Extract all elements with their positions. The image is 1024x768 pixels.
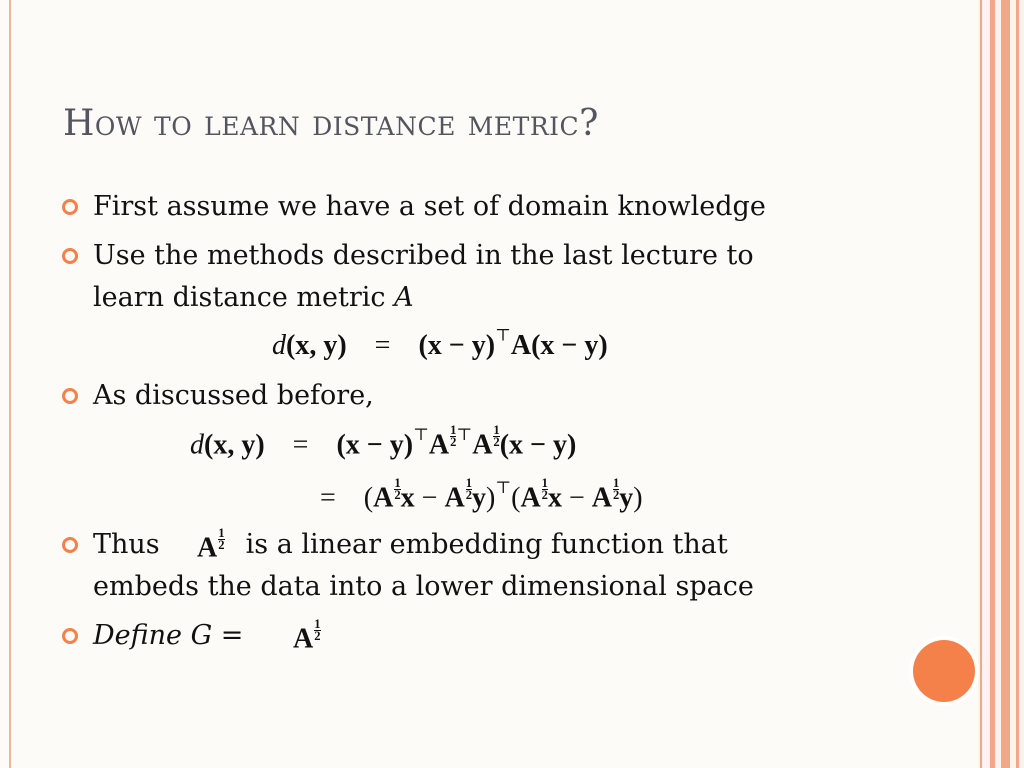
matrix-symbol: A — [197, 532, 218, 564]
bullet-line: learn distance metric — [93, 282, 395, 313]
decor-stripe — [1001, 0, 1010, 768]
slide-title: How to learn distance metric? — [63, 103, 599, 144]
decor-stripe — [1016, 0, 1019, 768]
equation-expansion-1: d(x, y) = (x − y)⊤A $\frac{1}{2}$ ⊤A $\frac{1}{2}$ (x − y) — [190, 423, 577, 461]
half-exponent: $\frac{1}{2}$ — [465, 476, 472, 503]
matrix-symbol: A — [591, 482, 612, 514]
bullet-line: embeds the data into a lower dimensional space — [93, 571, 754, 602]
half-exponent: $\frac{1}{2}$ — [613, 476, 620, 503]
matrix-symbol: A — [373, 482, 394, 514]
matrix-symbol: A — [428, 429, 450, 461]
half-exponent: $\frac{1}{2}$ — [450, 423, 457, 450]
matrix-half-power — [293, 619, 321, 655]
half-exponent: $\frac{1}{2}$ — [541, 476, 548, 503]
half-exponent: $\frac{1}{2}$ — [218, 526, 225, 553]
matrix-symbol: A — [472, 429, 493, 461]
half-exponent: $\frac{1}{2}$ — [394, 476, 401, 503]
math-equals: = — [320, 482, 336, 514]
matrix-symbol: A — [293, 623, 314, 655]
equation-distance — [272, 325, 608, 362]
bullet-text — [93, 524, 754, 608]
math-args: (x, y) — [204, 429, 265, 461]
math-d: d — [190, 429, 204, 461]
bullet-ring-icon — [62, 628, 78, 644]
transpose-symbol: ⊤ — [413, 424, 429, 444]
define-equals: = — [212, 620, 244, 651]
bullet-ring-icon — [62, 537, 78, 553]
transpose-symbol: ⊤ — [495, 325, 511, 345]
matrix-symbol: A — [520, 482, 541, 514]
matrix-symbol: A — [444, 482, 465, 514]
matrix-symbol: A — [394, 282, 414, 313]
math-rhs-end: A(x − y) — [510, 330, 608, 361]
transpose-symbol: ⊤ — [495, 477, 512, 497]
bullet-ring-icon — [62, 199, 78, 215]
bullet-line: Thus — [93, 529, 160, 560]
matrix-half-power — [197, 528, 225, 564]
half-exponent: $\frac{1}{2}$ — [493, 423, 500, 450]
decor-circle — [913, 640, 975, 702]
math-equals: = — [374, 330, 391, 361]
bullet-ring-icon — [62, 248, 78, 264]
math-diff: (x − y) — [418, 330, 496, 361]
math-args: (x, y) — [286, 330, 347, 361]
bullet-text — [93, 615, 243, 657]
half-exponent: $\frac{1}{2}$ — [314, 617, 321, 644]
define-label: Define G — [93, 620, 213, 651]
bullet-text — [93, 235, 754, 319]
transpose-symbol: ⊤ — [456, 424, 473, 444]
equation-expansion-2: = (A $\frac{1}{2}$ x − A $\frac{1}{2}$ y)⊤(A $\frac{1}{2}$ x − A $\frac{1}{2}$ y) — [320, 476, 643, 514]
math-d: d — [272, 330, 286, 361]
bullet-line: Use the methods described in the last lecture to — [93, 240, 754, 271]
math-equals: = — [292, 429, 309, 461]
bullet-text: As discussed before, — [93, 380, 374, 411]
bullet-ring-icon — [62, 388, 78, 404]
left-border-line — [9, 0, 11, 768]
bullet-text: First assume we have a set of domain knowledge — [93, 191, 766, 222]
decor-stripe — [980, 0, 982, 768]
bullet-line: is a linear embedding function that — [245, 529, 728, 560]
decor-stripe — [990, 0, 995, 768]
